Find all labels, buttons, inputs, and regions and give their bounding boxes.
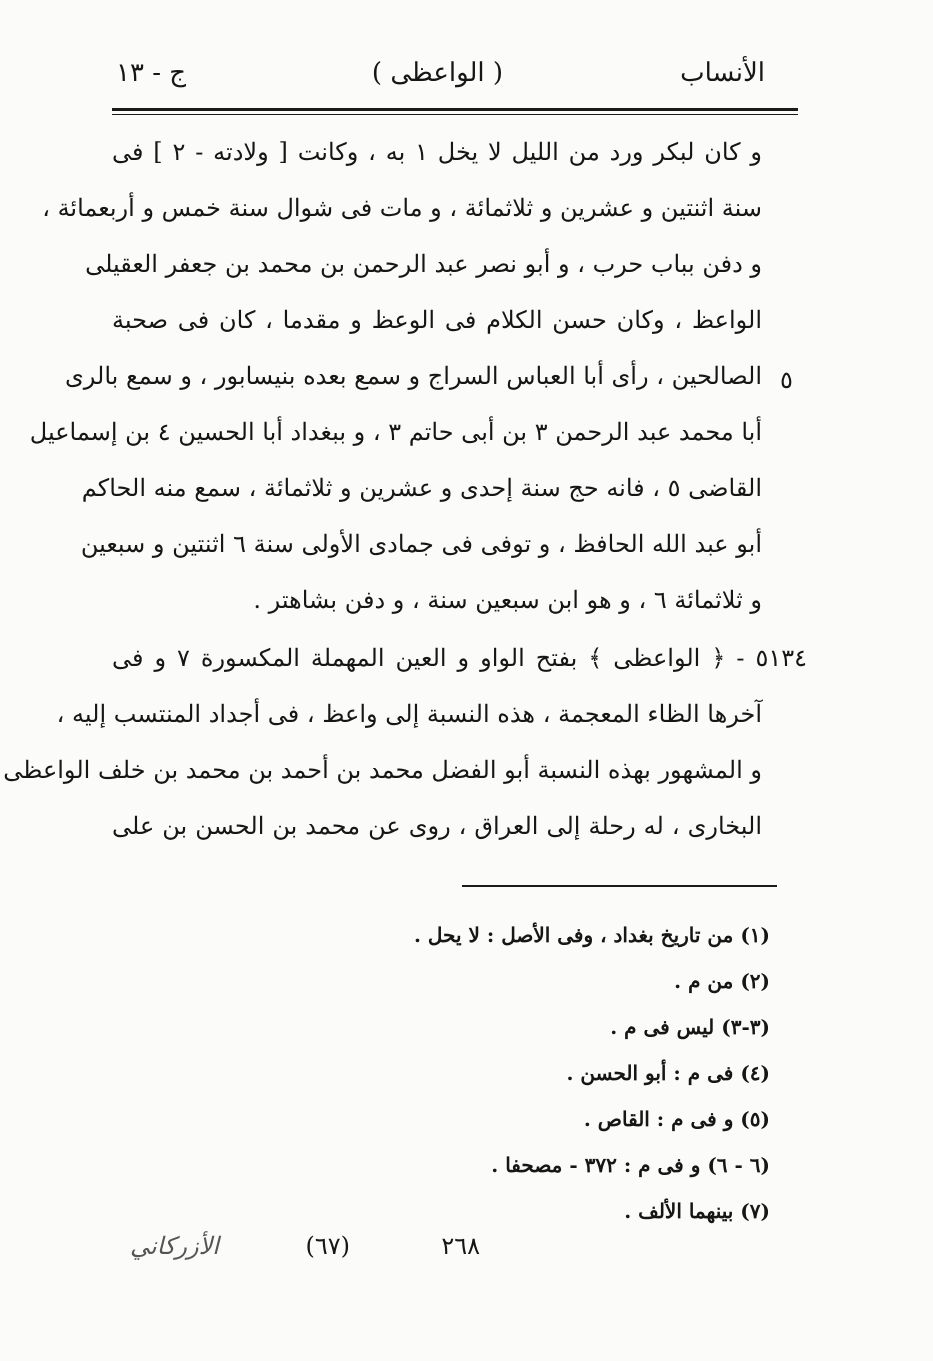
footnotes: [300, 912, 770, 1234]
text-line: القاضى ٥ ، فانه حج سنة إحدى و عشرين و ثلاثمائة ، سمع منه الحاكم: [81, 474, 762, 502]
footnote: (٥) و فى م : القاص .: [583, 1107, 770, 1131]
text-line: و دفن بباب حرب ، و أبو نصر عبد الرحمن بن محمد بن جعفر العقيلى: [85, 250, 762, 278]
text-line: أبا محمد عبد الرحمن ٣ بن أبى حاتم ٣ ، و ببغداد أبا الحسين ٤ بن إسماعيل: [29, 418, 762, 446]
footnote: (١) من تاريخ بغداد ، وفى الأصل : لا يحل .: [413, 923, 770, 947]
footer-page-number: ٢٦٨: [441, 1232, 480, 1260]
header-book-title: الأنساب: [680, 58, 765, 88]
text-line: و كان لبكر ورد من الليل لا يخل ١ به ، وكانت [ ولادته - ٢ ] فى: [112, 138, 762, 166]
footnote-rule: [462, 885, 777, 887]
text-line: البخارى ، له رحلة إلى العراق ، روى عن محمد بن الحسن بن على: [112, 812, 762, 840]
footnote: (٦ - ٦) و فى م : ٣٧٢ - مصحفا .: [491, 1153, 770, 1177]
footnote: (٢) من م .: [674, 969, 770, 993]
footnote: (٤) فى م : أبو الحسن .: [566, 1061, 770, 1085]
entry-heading-line: ٥١٣٤ - ﴿ الواعظى ﴾ بفتح الواو و العين المهملة المكسورة ٧ و فى: [112, 644, 807, 672]
text-line: و المشهور بهذه النسبة أبو الفضل محمد بن أحمد بن محمد بن خلف الواعظى: [3, 756, 762, 784]
header-volume: ج - ١٣: [116, 58, 187, 88]
main-text: [3, 124, 807, 854]
footer-stamp: الأزركاني: [130, 1232, 219, 1260]
text-line: الصالحين ، رأى أبا العباس السراج و سمع بعده بنيسابور ، و سمع بالرى: [64, 362, 762, 390]
line-number-marker: ٥: [780, 366, 793, 394]
text-line: آخرها الظاء المعجمة ، هذه النسبة إلى واعظ ، فى أجداد المنتسب إليه ،: [56, 700, 762, 728]
footer-volume-number: (٦٧): [305, 1232, 350, 1260]
text-line: سنة اثنتين و عشرين و ثلاثمائة ، و مات فى شوال سنة خمس و أربعمائة ،: [42, 194, 762, 222]
page-footer: [130, 1232, 490, 1282]
text-line: الواعظ ، وكان حسن الكلام فى الوعظ و مقدما ، كان فى صحبة: [112, 306, 762, 334]
header-entry-name: ( الواعظى ): [371, 58, 504, 88]
text-line: و ثلاثمائة ٦ ، و هو ابن سبعين سنة ، و دفن بشاهتر .: [253, 586, 762, 614]
header-rule-thin: [112, 114, 798, 115]
text-line: أبو عبد الله الحافظ ، و توفى فى جمادى الأولى سنة ٦ اثنتين و سبعين: [80, 530, 762, 558]
header-rule-thick: [112, 108, 798, 111]
running-header: [110, 58, 765, 102]
footnote: (٧) بينهما الألف .: [624, 1199, 770, 1223]
footnote: (٣-٣) ليس فى م .: [610, 1015, 770, 1039]
